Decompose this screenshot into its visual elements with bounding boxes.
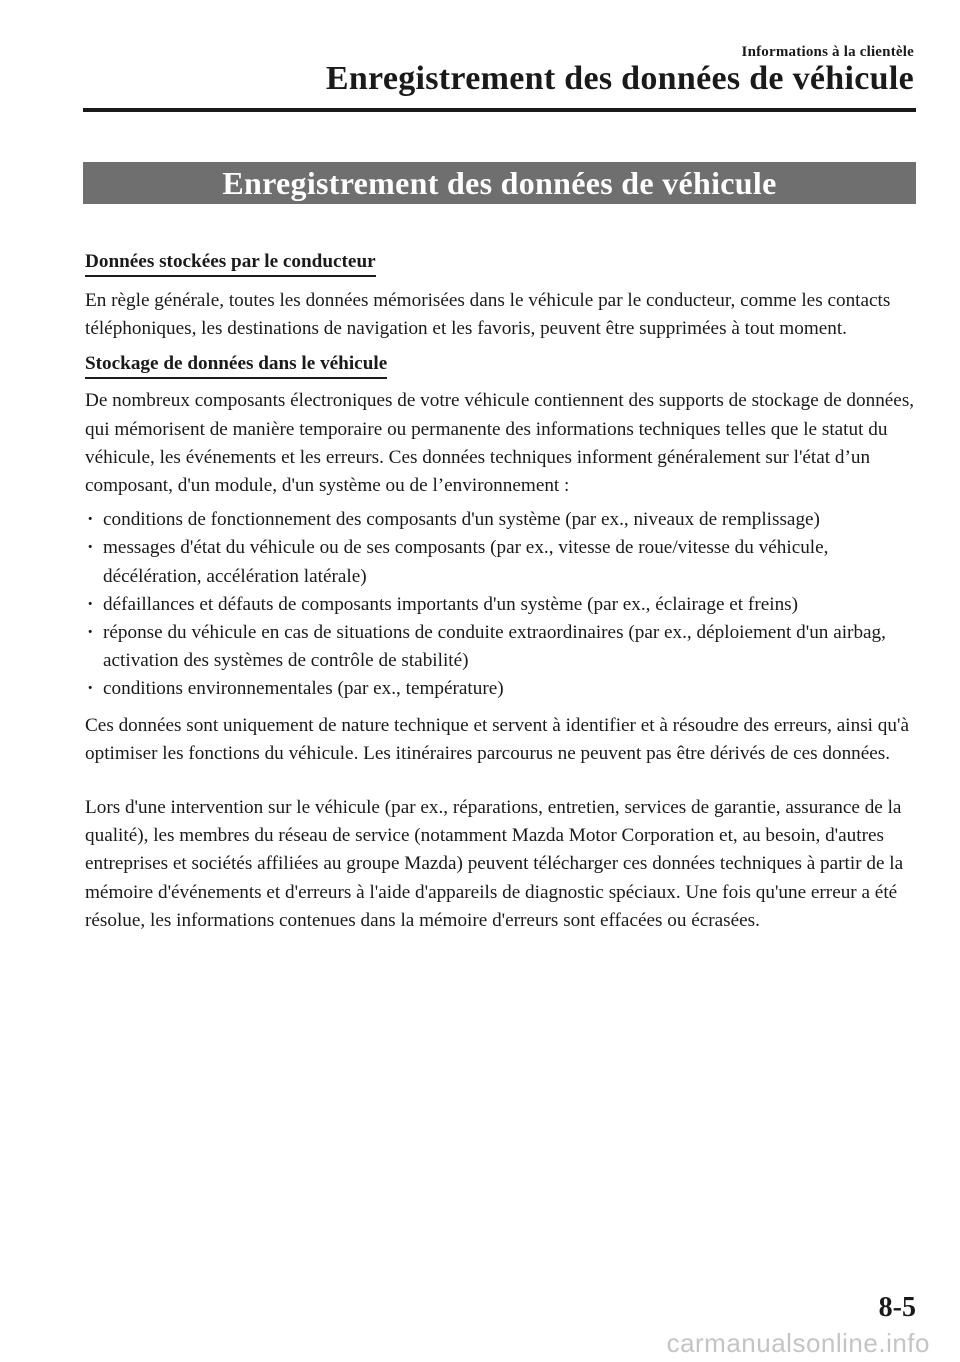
list-item: · défaillances et défauts de composants importants d'un système (par ex., éclairage et freins) xyxy=(85,591,920,619)
watermark: carmanualsonline.info xyxy=(666,1328,930,1358)
header-chapter-title: Enregistrement des données de véhicule xyxy=(325,60,914,97)
list-item: · conditions environnementales (par ex., température) xyxy=(85,675,920,703)
paragraph-technical-nature: Ces données sont uniquement de nature technique et servent à identifier et à résoudre des erreurs, ainsi qu'à optimiser les fonctions du véhicule. Les itinéraires parcourus ne peuvent pas être dérivés de ces données. xyxy=(85,714,909,764)
page-number: 8-5 xyxy=(878,1292,916,1323)
header-divider xyxy=(83,108,916,112)
subheading-vehicle-storage: Stockage de données dans le véhicule xyxy=(85,351,387,379)
paragraph-service-intervention: Lors d'une intervention sur le véhicule (par ex., réparations, entretien, services de garantie, assurance de la qualité), les membres du réseau de service (notamment Mazda Motor Corporation et, au besoin, d'autres entreprises et sociétés affiliées au groupe Mazda) peuvent télécharger ces données techniques à partir de la mémoire d'événements et d'erreurs à l'aide d'appareils de diagnostic spéciaux. Une fois qu'une erreur a été résolue, les informations contenues dans la mémoire d'erreurs sont effacées ou écrasées. xyxy=(85,797,904,931)
paragraph-vehicle-storage: De nombreux composants électroniques de votre véhicule contiennent des supports de stockage de données, qui mémorisent de manière temporaire ou permanente des informations techniques telles que le statut du véhicule, les événements et les erreurs. Ces données techniques informent généralement sur l'état d’un composant, d'un module, d'un système ou de l’environnement : xyxy=(85,390,915,497)
section-banner xyxy=(83,162,916,204)
list-item: · messages d'état du véhicule ou de ses composants (par ex., vitesse de roue/vitesse du véhicule, décélération, accélération latérale) xyxy=(85,534,920,590)
bullet-list xyxy=(85,506,920,703)
subheading-driver-data: Données stockées par le conducteur xyxy=(85,249,376,277)
list-item: · réponse du véhicule en cas de situations de conduite extraordinaires (par ex., déploiement d'un airbag, activation des systèmes de contrôle de stabilité) xyxy=(85,619,920,675)
page-content xyxy=(85,248,920,935)
banner-title: Enregistrement des données de véhicule xyxy=(222,164,777,201)
paragraph-driver-data: En règle générale, toutes les données mémorisées dans le véhicule par le conducteur, comme les contacts téléphoniques, les destinations de navigation et les favoris, peuvent être supprimées à tout moment. xyxy=(85,290,891,340)
header-section-title: Informations à la clientèle xyxy=(741,44,914,60)
list-item: · conditions de fonctionnement des composants d'un système (par ex., niveaux de remplissage) xyxy=(85,506,920,534)
